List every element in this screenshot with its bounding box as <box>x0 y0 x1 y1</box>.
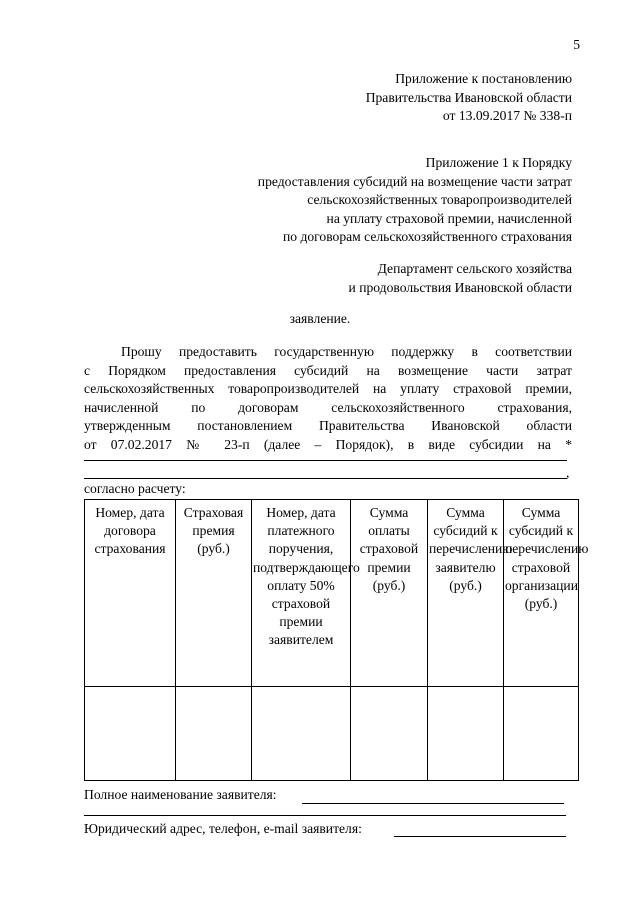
column-header: Сумма субсидий к перечислению заявителю (руб.) <box>428 500 504 687</box>
addressee-line: Департамент сельского хозяйства <box>377 261 572 276</box>
calculation-table <box>84 499 589 781</box>
request-paragraph <box>84 343 572 454</box>
applicant-address-label: Юридический адрес, телефон, e-mail заявителя: <box>84 821 362 836</box>
subsidy-purpose-line[interactable] <box>84 478 567 479</box>
approval-line: Приложение к постановлению <box>395 71 572 86</box>
applicant-name-label: Полное наименование заявителя: <box>84 787 277 802</box>
paragraph-line: утвержденным постановлением Правительства Ивановской области <box>84 418 572 433</box>
column-header: Сумма субсидий к перечислению страховой организации (руб.) <box>504 500 579 687</box>
applicant-name-field-continued[interactable] <box>84 815 566 816</box>
trailing-comma: , <box>566 465 570 480</box>
approval-header <box>366 70 572 126</box>
appendix-line: предоставления субсидий на возмещение части затрат <box>257 173 572 189</box>
table-cell[interactable] <box>252 687 351 781</box>
column-header: Страховая премия (руб.) <box>176 500 252 687</box>
appendix-line: по договорам сельскохозяйственного страхования <box>282 229 572 244</box>
page-number: 5 <box>573 37 580 52</box>
addressee <box>349 260 572 297</box>
document-title: заявление. <box>289 311 351 326</box>
subsidy-purpose-line[interactable] <box>84 460 567 461</box>
table-row <box>85 687 579 781</box>
table-header-row <box>85 500 579 687</box>
column-header: Сумма оплаты страховой премии (руб.) <box>351 500 428 687</box>
paragraph-line: сельскохозяйственных товаропроизводителей на уплату страховой премии, <box>84 381 572 396</box>
according-to-label: согласно расчету: <box>84 481 186 496</box>
table-cell[interactable] <box>85 687 176 781</box>
applicant-address-field[interactable] <box>394 836 566 837</box>
appendix-line: сельскохозяйственных товаропроизводителей <box>307 192 572 207</box>
appendix-line: на уплату страховой премии, начисленной <box>326 210 572 226</box>
table-cell[interactable] <box>176 687 252 781</box>
column-header: Номер, дата договора страхования <box>85 500 176 687</box>
approval-line: Правительства Ивановской области <box>365 89 572 105</box>
addressee-line: и продовольствия Ивановской области <box>348 279 572 295</box>
table-cell[interactable] <box>351 687 428 781</box>
appendix-line: Приложение 1 к Порядку <box>425 155 572 170</box>
table-cell[interactable] <box>428 687 504 781</box>
table-cell[interactable] <box>504 687 579 781</box>
column-header: Номер, дата платежного поручения, подтверждающего оплату 50% страховой премии заявителем <box>252 500 351 687</box>
appendix-header <box>258 154 572 247</box>
paragraph-line: начисленной по договорам сельскохозяйственного страхования, <box>84 399 572 415</box>
paragraph-line: с Порядком предоставления субсидий на возмещение части затрат <box>84 362 572 378</box>
paragraph-line: от 07.02.2017 № 23-п (далее – Порядок), в виде субсидии на * <box>84 436 572 452</box>
approval-line: от 13.09.2017 № 338-п <box>442 108 572 123</box>
applicant-name-field[interactable] <box>302 803 564 804</box>
paragraph-line: Прошу предоставить государственную поддержку в соответствии <box>121 344 572 359</box>
